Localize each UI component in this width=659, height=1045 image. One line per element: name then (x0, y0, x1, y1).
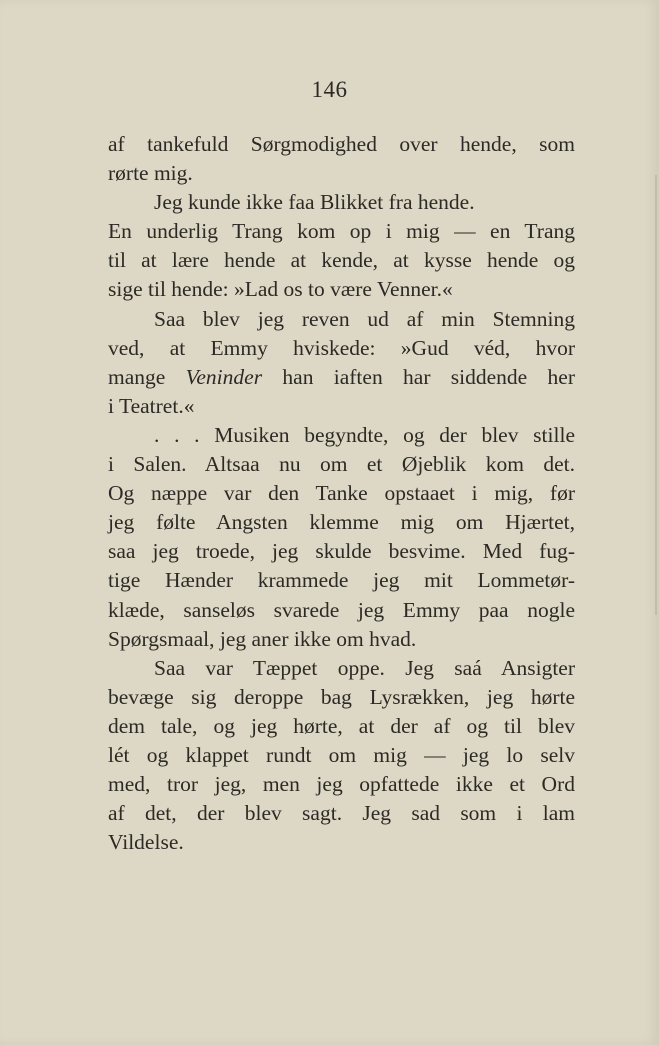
text-line: klæde, sanseløs svarede jeg Emmy paa nogle (108, 597, 575, 622)
text-line: En underlig Trang kom op i mig — en Trang (108, 219, 575, 244)
page-number: 146 (311, 77, 348, 102)
text-line: Jeg kunde ikke faa Blikket fra hende. (154, 190, 475, 215)
text-line: tige Hænder krammede jeg mit Lommetør- (108, 568, 575, 593)
text-line: sige til hende: »Lad os to være Venner.« (108, 277, 453, 302)
text-line: rørte mig. (108, 161, 193, 186)
text-line: i Teatret.« (108, 393, 195, 418)
text-segment: mange (108, 364, 186, 389)
text-line: Spørgsmaal, jeg aner ikke om hvad. (108, 626, 417, 651)
text-line: jeg følte Angsten klemme mig om Hjærtet, (108, 510, 575, 535)
text-segment: han iaften har siddende her (262, 364, 575, 389)
text-line: . . . Musiken begyndte, og der blev stille (154, 422, 575, 447)
text-line: med, tror jeg, men jeg opfattede ikke et Ord (108, 772, 575, 797)
text-line: Saa var Tæppet oppe. Jeg saá Ansigter (154, 655, 575, 680)
text-line: bevæge sig deroppe bag Lysrækken, jeg hørte (108, 684, 575, 709)
text-line: Saa blev jeg reven ud af min Stemning (154, 306, 575, 331)
text-line: i Salen. Altsaa nu om et Øjeblik kom det. (108, 452, 575, 477)
body-text (108, 130, 575, 857)
text-line: dem tale, og jeg hørte, at der af og til blev (108, 713, 575, 738)
italic-word: Veninder (185, 364, 263, 389)
page-edge-shadow (655, 175, 657, 615)
text-line: af tankefuld Sørgmodighed over hende, som (108, 132, 575, 156)
text-line: ved, at Emmy hviskede: »Gud véd, hvor (108, 335, 575, 360)
text-line: lét og klappet rundt om mig — jeg lo selv (108, 742, 575, 767)
text-line: til at lære hende at kende, at kysse hende og (108, 248, 575, 273)
text-line: af det, der blev sagt. Jeg sad som i lam (108, 801, 575, 826)
text-line: Og næppe var den Tanke opstaaet i mig, før (108, 481, 575, 506)
text-line: Vildelse. (108, 830, 184, 855)
text-line: saa jeg troede, jeg skulde besvime. Med fug- (108, 539, 575, 564)
text-line (108, 363, 575, 392)
